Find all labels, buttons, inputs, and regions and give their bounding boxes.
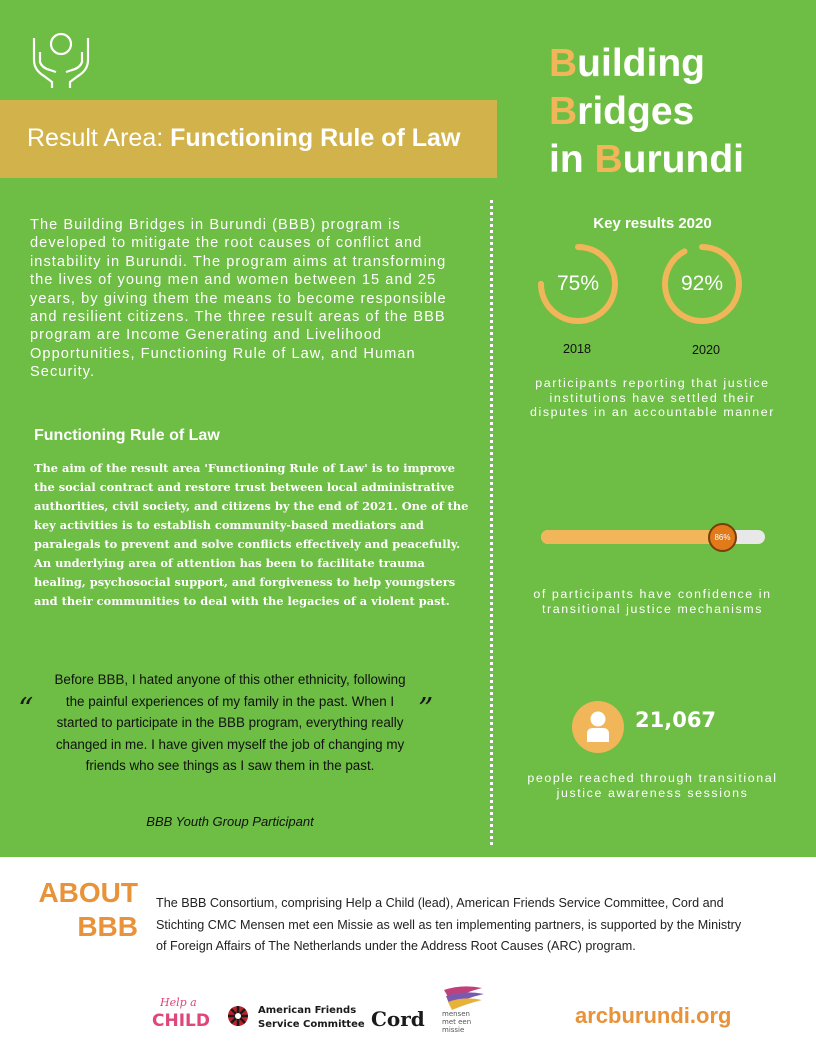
- about-heading-line1: ABOUT: [38, 877, 138, 908]
- svg-text:Help a: Help a: [160, 996, 197, 1009]
- section-body: The aim of the result area 'Functioning Rule of Law' is to improve the social contract and restore trust between local administrative authorities, civil society, and citizens by the end of 2021. One of the key activities is to establish community-based mediators and paralegals to prevent and solve conflicts effectively and peacefully. An underlying area of attention has been to facilitate trauma healing, psychosocial support, and forgiveness to help youngsters and their communities to deal with the legacies of a violent past.: [34, 461, 469, 608]
- help-a-child-logo: [152, 996, 210, 1031]
- ring-value-2018: 75%: [556, 272, 600, 295]
- cord-logo: [371, 1007, 425, 1031]
- title-word: uilding: [577, 42, 705, 85]
- page-title: [549, 40, 799, 184]
- testimonial-quote: Before BBB, I hated anyone of this other ethnicity, following the painful experiences of my family in the past. When I started to participate in the BBB program, everything really changed in me. I have given myself the job of changing my friends who see things as I saw them in the past.: [54, 672, 406, 773]
- close-quote-mark: ”: [418, 692, 434, 727]
- svg-text:met een: met een: [442, 1018, 472, 1026]
- svg-text:mensen: mensen: [442, 1010, 470, 1018]
- confidence-bar-label: 86%: [714, 533, 731, 542]
- ring-value-2020: 92%: [680, 272, 724, 295]
- result-area-name: Functioning Rule of Law: [170, 124, 461, 152]
- website-link[interactable]: arcburundi.org: [575, 1003, 732, 1028]
- svg-text:CHILD: CHILD: [152, 1011, 210, 1031]
- intro-paragraph: The Building Bridges in Burundi (BBB) program is developed to mitigate the root causes of conflict and instability in Burundi. The program aims at transforming the lives of young men and women between 15 and 25 years, by giving them the means to become responsible and resilient citizens. The three result areas of the BBB program are Income Generating and Livelihood Opportunities, Functioning Rule of Law, and Human Security.: [30, 217, 447, 381]
- title-initial: B: [594, 138, 623, 181]
- about-text: The BBB Consortium, comprising Help a Child (lead), American Friends Service Committee, Cord and Stichting CMC Mensen met een Missie as well as ten implementing partners, is supported by the Ministry of Foreign Affairs of The Netherlands under the Address Root Causes (ARC) program.: [156, 896, 742, 953]
- person-icon: [572, 701, 624, 753]
- afsc-logo: [228, 1005, 365, 1030]
- title-word: ridges: [577, 90, 695, 133]
- about-heading: [36, 876, 138, 944]
- reach-caption: people reached through transitional justice awareness sessions: [527, 771, 778, 800]
- confidence-bar-fill: [541, 530, 734, 544]
- hands-holding-person-icon: [28, 30, 94, 90]
- result-area-prefix: Result Area:: [27, 124, 171, 152]
- bar-caption: of participants have confidence in transitional justice mechanisms: [533, 587, 772, 616]
- confidence-bar-marker: [708, 523, 737, 552]
- reach-number: 21,067: [635, 708, 717, 732]
- title-word: in: [549, 138, 595, 181]
- title-initial: B: [549, 42, 578, 85]
- svg-text:missie: missie: [442, 1026, 465, 1034]
- column-divider: [490, 200, 493, 845]
- key-results-title: Key results 2020: [593, 215, 712, 232]
- svg-text:American Friends: American Friends: [258, 1005, 357, 1016]
- open-quote-mark: “: [18, 692, 34, 727]
- svg-text:Service Committee: Service Committee: [258, 1019, 365, 1030]
- mensen-met-een-missie-logo: [442, 986, 484, 1034]
- progress-ring-2020: [661, 243, 743, 325]
- svg-text:Cord: Cord: [371, 1007, 425, 1031]
- result-area-title: [27, 124, 460, 153]
- ring-year-2020: 2020: [692, 343, 721, 357]
- title-word: urundi: [622, 138, 744, 181]
- result-area-banner: [0, 100, 497, 178]
- progress-ring-2018: [537, 243, 619, 325]
- partner-logos: [150, 984, 510, 1034]
- section-heading: Functioning Rule of Law: [34, 427, 220, 444]
- ring-caption: participants reporting that justice institutions have settled their disputes in an accountable manner: [530, 376, 775, 419]
- ring-year-2018: 2018: [563, 342, 592, 356]
- about-heading-line2: BBB: [77, 911, 138, 942]
- quote-attribution: BBB Youth Group Participant: [146, 814, 314, 829]
- title-initial: B: [549, 90, 578, 133]
